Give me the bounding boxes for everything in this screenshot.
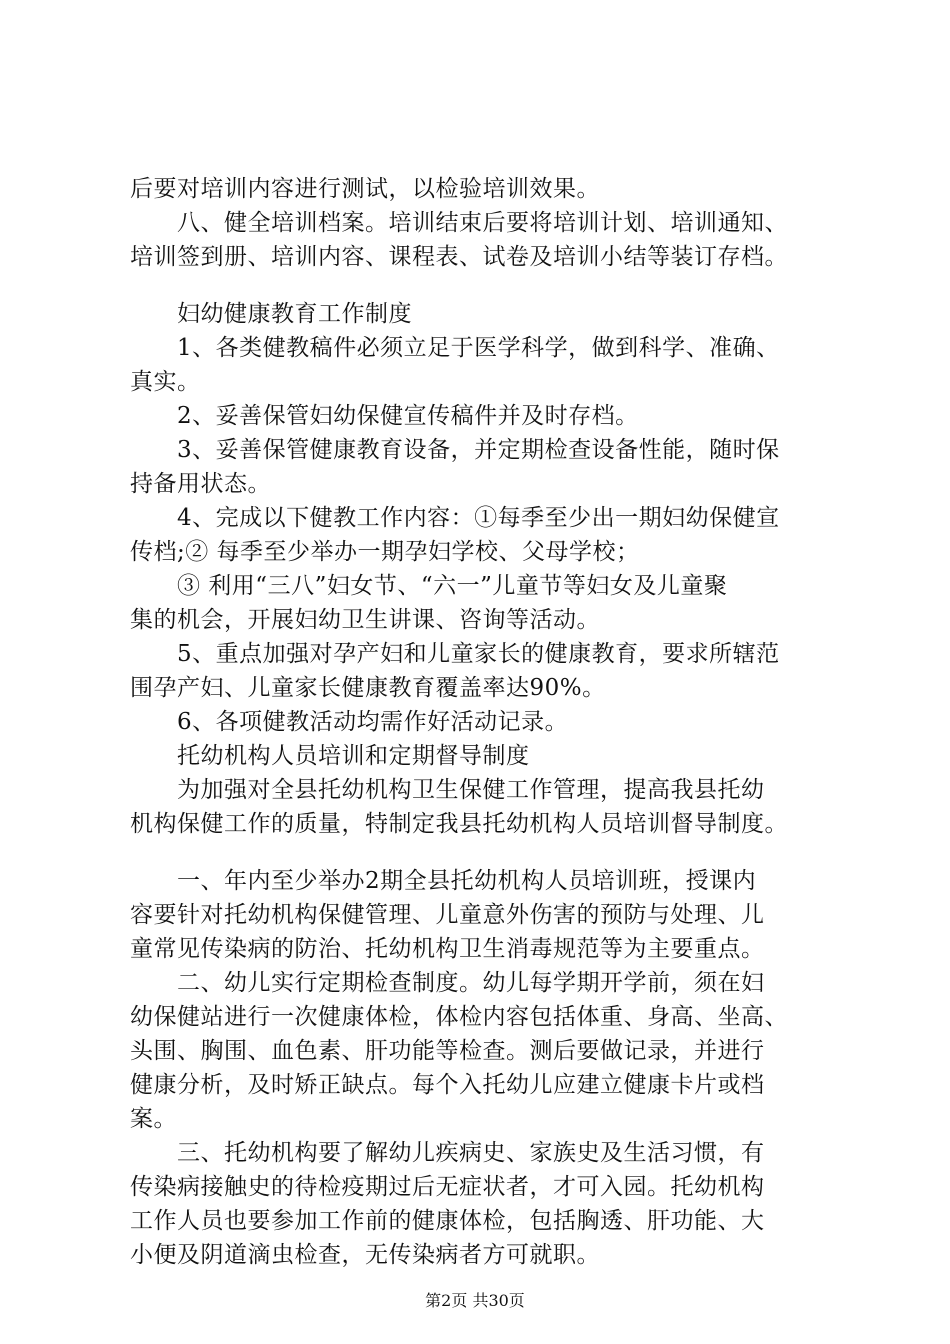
- text-line: 二、幼儿实行定期检查制度。幼儿每学期开学前，须在妇: [177, 970, 765, 996]
- text-line: 机构保健工作的质量，特制定我县托幼机构人员培训督导制度。: [130, 811, 788, 837]
- text-line: 集的机会，开展妇幼卫生讲课、咨询等活动。: [130, 607, 600, 633]
- text-line: 八、健全培训档案。培训结束后要将培训计划、培训通知、: [177, 210, 788, 236]
- text-line: 持备用状态。: [130, 471, 271, 497]
- text-line: 小便及阴道滴虫检查，无传染病者方可就职。: [130, 1242, 600, 1268]
- text-line: 一、年内至少举办2期全县托幼机构人员培训班，授课内: [177, 868, 757, 894]
- text-line: 案。: [130, 1106, 177, 1132]
- text-line: 后要对培训内容进行测试，以检验培训效果。: [130, 176, 600, 202]
- text-line: 童常见传染病的防治、托幼机构卫生消毒规范等为主要重点。: [130, 936, 765, 962]
- section-title: 妇幼健康教育工作制度: [177, 301, 412, 327]
- text-line: 头围、胸围、血色素、肝功能等检查。测后要做记录，并进行: [130, 1038, 765, 1064]
- text-line: 6、各项健教活动均需作好活动记录。: [177, 709, 569, 735]
- section-title: 托幼机构人员培训和定期督导制度: [177, 743, 530, 769]
- text-line: 3、妥善保管健康教育设备，并定期检查设备性能，随时保: [177, 437, 780, 463]
- text-line: 培训签到册、培训内容、课程表、试卷及培训小结等装订存档。: [130, 244, 788, 270]
- text-line: 4、完成以下健教工作内容：①每季至少出一期妇幼保健宣: [177, 505, 780, 531]
- page-number-footer: 第2页 共30页: [425, 1291, 525, 1310]
- text-line: 为加强对全县托幼机构卫生保健工作管理，提高我县托幼: [177, 777, 765, 803]
- text-line: 健康分析，及时矫正缺点。每个入托幼儿应建立健康卡片或档: [130, 1072, 765, 1098]
- text-line: 1、各类健教稿件必须立足于医学科学，做到科学、准确、: [177, 335, 780, 361]
- text-line: 真实。: [130, 369, 201, 395]
- text-line: 传档;② 每季至少举办一期孕妇学校、父母学校；: [130, 539, 640, 565]
- text-line: 三、托幼机构要了解幼儿疾病史、家族史及生活习惯，有: [177, 1140, 765, 1166]
- text-line: 容要针对托幼机构保健管理、儿童意外伤害的预防与处理、儿: [130, 902, 765, 928]
- text-line: 幼保健站进行一次健康体检，体检内容包括体重、身高、坐高、: [130, 1004, 788, 1030]
- text-line: ③ 利用“三八”妇女节、“六一”儿童节等妇女及儿童聚: [177, 573, 728, 599]
- text-line: 传染病接触史的待检疫期过后无症状者，才可入园。托幼机构: [130, 1174, 765, 1200]
- text-line: 围孕产妇、儿童家长健康教育覆盖率达90%。: [130, 675, 606, 701]
- text-line: 2、妥善保管妇幼保健宣传稿件并及时存档。: [177, 403, 639, 429]
- text-line: 5、重点加强对孕产妇和儿童家长的健康教育，要求所辖范: [177, 641, 780, 667]
- text-line: 工作人员也要参加工作前的健康体检，包括胸透、肝功能、大: [130, 1208, 765, 1234]
